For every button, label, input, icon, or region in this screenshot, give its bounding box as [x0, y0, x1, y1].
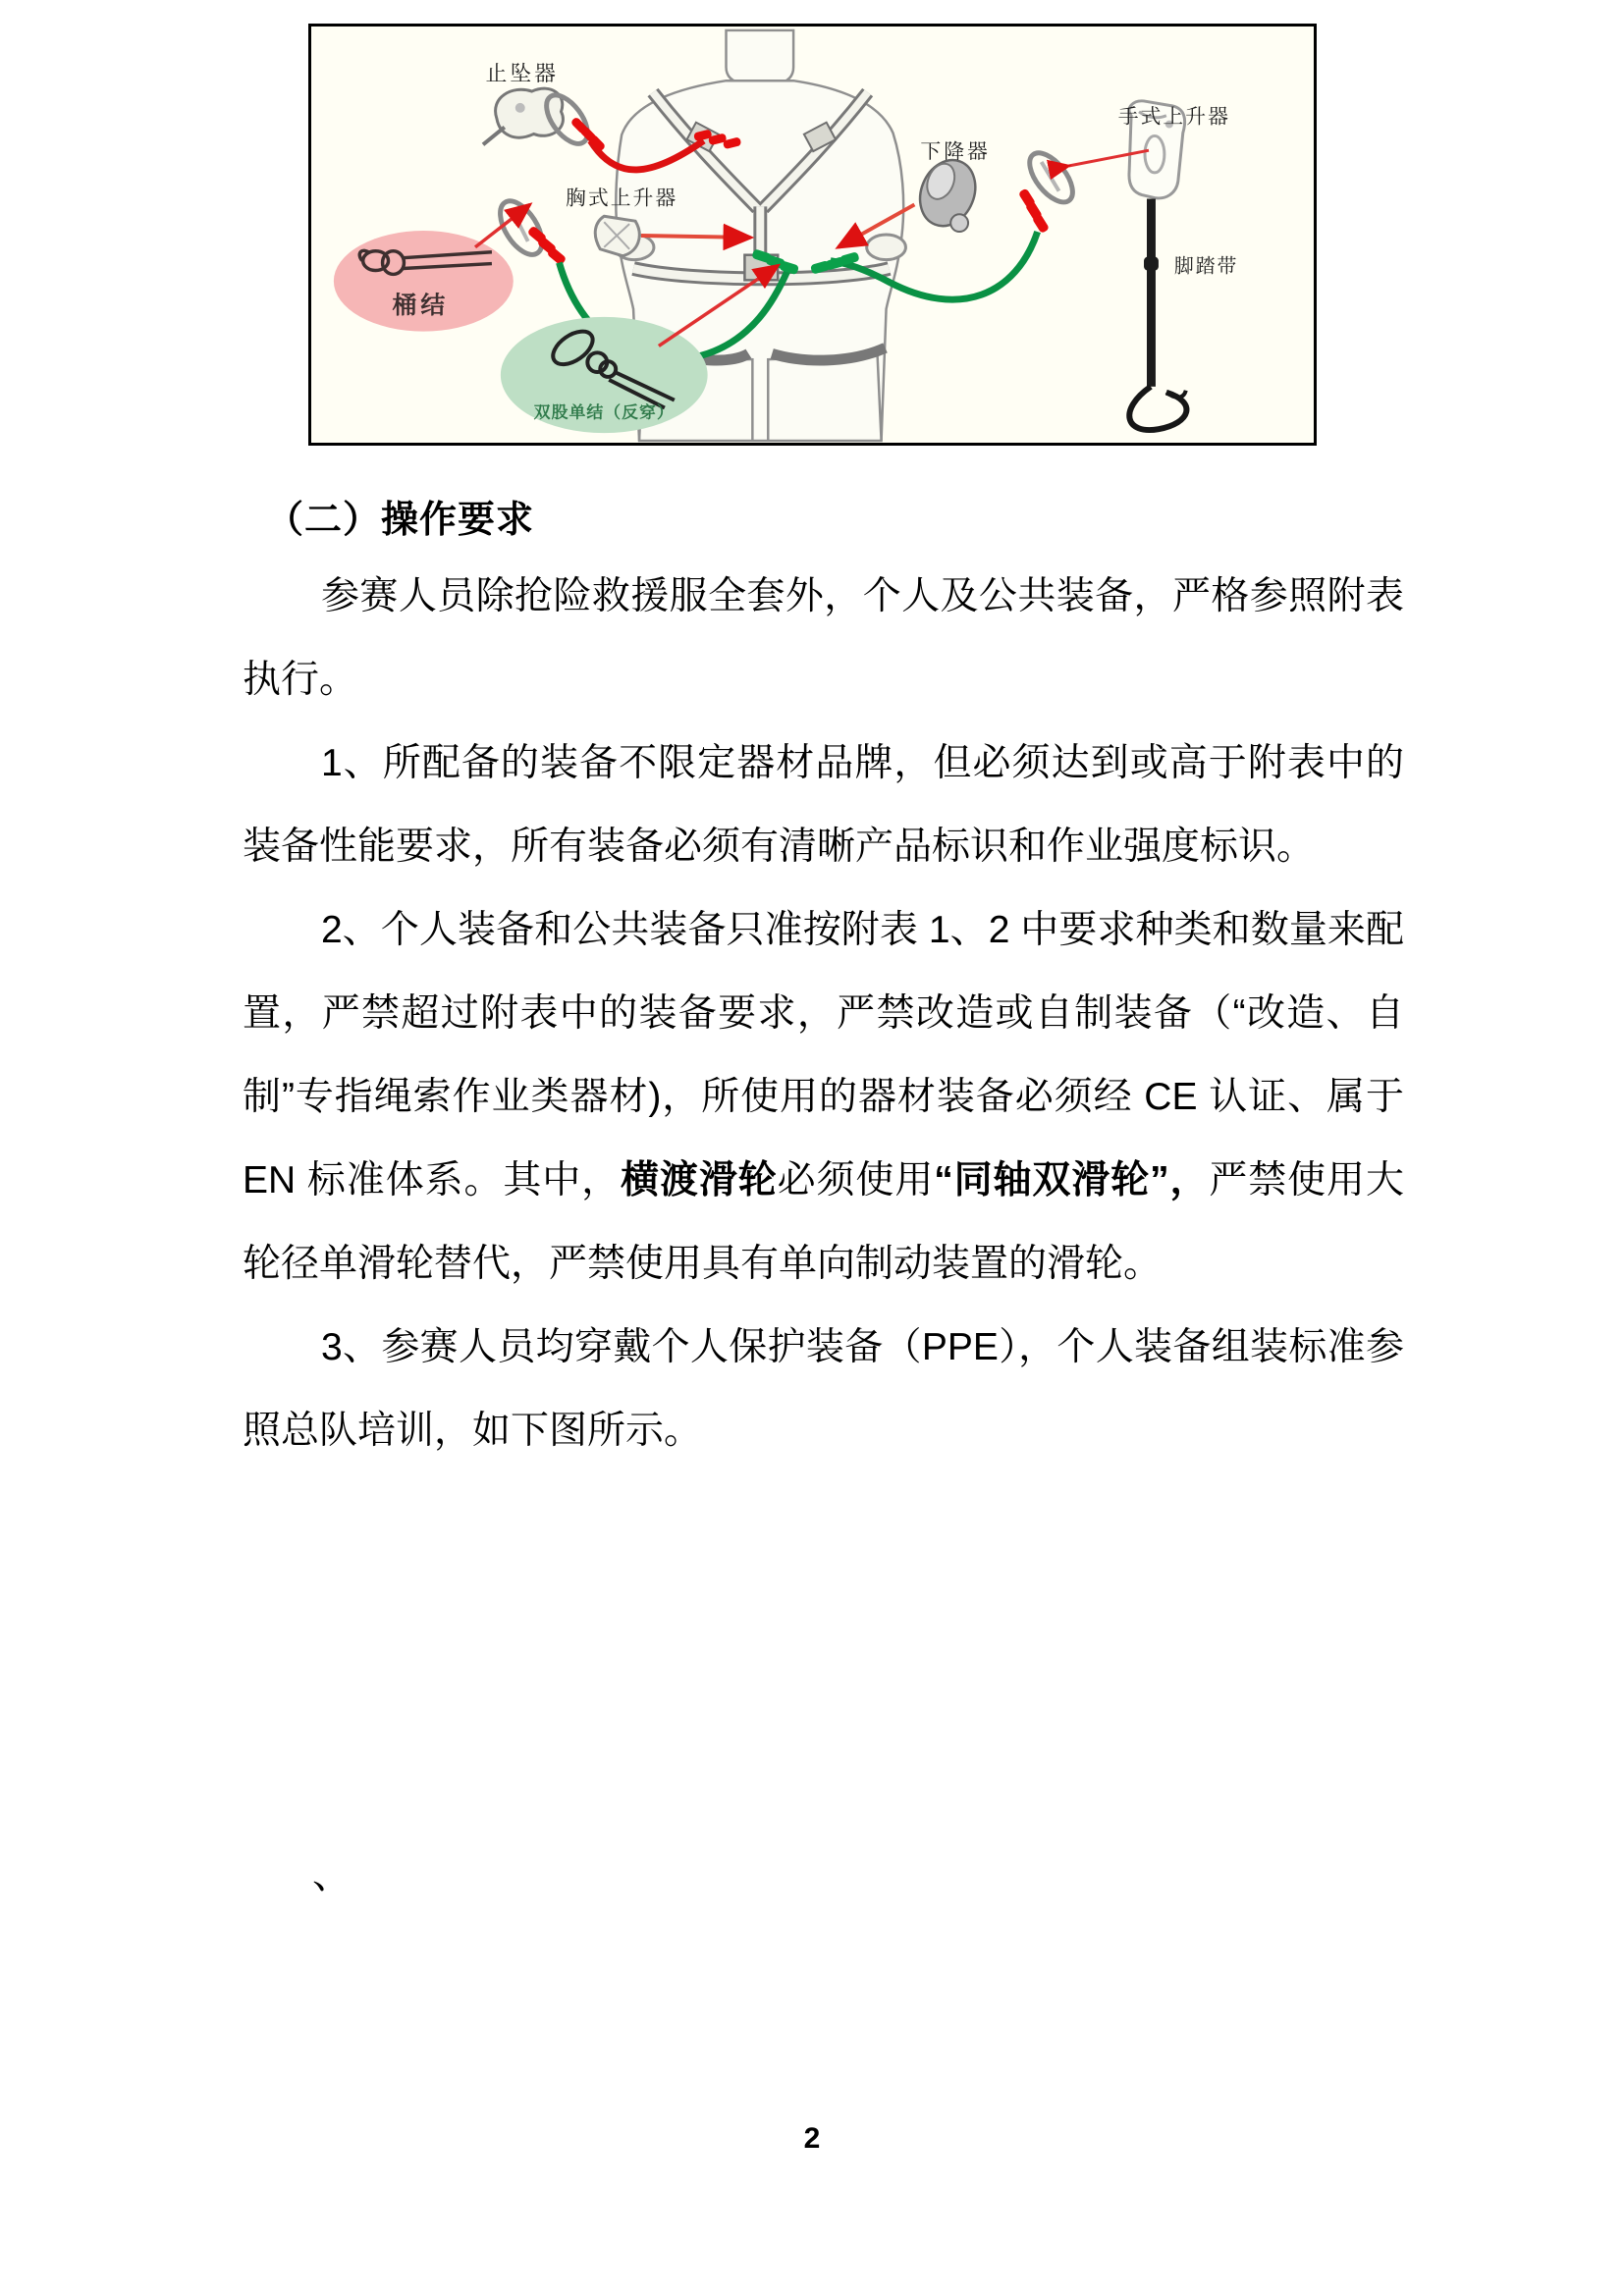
text-line: [243, 972, 1404, 1055]
bold-text-segment: “同轴双滑轮”，: [934, 1159, 1210, 1201]
text-segment: 必须使用: [777, 1159, 935, 1201]
text-line: [243, 888, 1404, 972]
text-segment: 装备性能要求，所有装备必须有清晰产品标识和作业强度标识。: [243, 826, 1316, 868]
label-descender: 下降器: [920, 140, 991, 164]
text-line: [243, 721, 1404, 805]
text-line: [243, 638, 1404, 721]
label-double-overhand: 双股单结（反穿）: [533, 402, 675, 422]
text-segment: 2、个人装备和公共装备只准按附表 1、2 中要求种类和数量来配: [321, 909, 1404, 951]
text-segment: 制”专指绳索作业类器材)，所使用的器材装备必须经 CE 认证、属于: [243, 1076, 1404, 1118]
label-hand-ascender: 手式上升器: [1117, 105, 1230, 129]
left-carabiner-wraps: [527, 226, 568, 266]
stray-punctuation-mark: 、: [312, 1853, 352, 1896]
page-number: 2: [803, 2122, 821, 2155]
text-line: [243, 1389, 1404, 1472]
body-text: [243, 555, 1404, 1472]
label-chest-ascender: 胸式上升器: [566, 187, 678, 210]
foot-strap-icon: [1129, 199, 1186, 431]
text-line: [243, 805, 1404, 888]
section-heading: （二）操作要求: [266, 500, 535, 541]
harness-diagram-svg: [311, 27, 1314, 443]
text-segment: 轮径单滑轮替代，严禁使用具有单向制动装置的滑轮。: [243, 1243, 1163, 1285]
text-segment: 参赛人员除抢险救援服全套外，个人及公共装备，严格参照附表: [321, 575, 1404, 617]
text-segment: 执行。: [243, 659, 358, 701]
label-foot-strap: 脚踏带: [1173, 255, 1239, 278]
text-line: [243, 1055, 1404, 1139]
text-line: [243, 1306, 1404, 1389]
text-segment: EN 标准体系。其中，: [243, 1159, 622, 1201]
text-segment: 3、参赛人员均穿戴个人保护装备（PPE），个人装备组装标准参: [321, 1326, 1404, 1368]
label-fall-arrester: 止坠器: [485, 61, 559, 86]
text-segment: 1、所配备的装备不限定器材品牌，但必须达到或高于附表中的: [321, 742, 1404, 784]
bold-text-segment: 横渡滑轮: [621, 1159, 778, 1201]
label-barrel-knot: 桶结: [392, 292, 450, 319]
text-segment: 严禁使用大: [1209, 1159, 1404, 1201]
text-line: [243, 1222, 1404, 1306]
text-segment: 照总队培训，如下图所示。: [243, 1410, 703, 1452]
text-segment: 置，严禁超过附表中的装备要求，严禁改造或自制装备（“改造、自: [243, 992, 1404, 1035]
text-line: [243, 1139, 1404, 1222]
figure-harness-diagram: [308, 24, 1317, 446]
text-line: [243, 555, 1404, 638]
